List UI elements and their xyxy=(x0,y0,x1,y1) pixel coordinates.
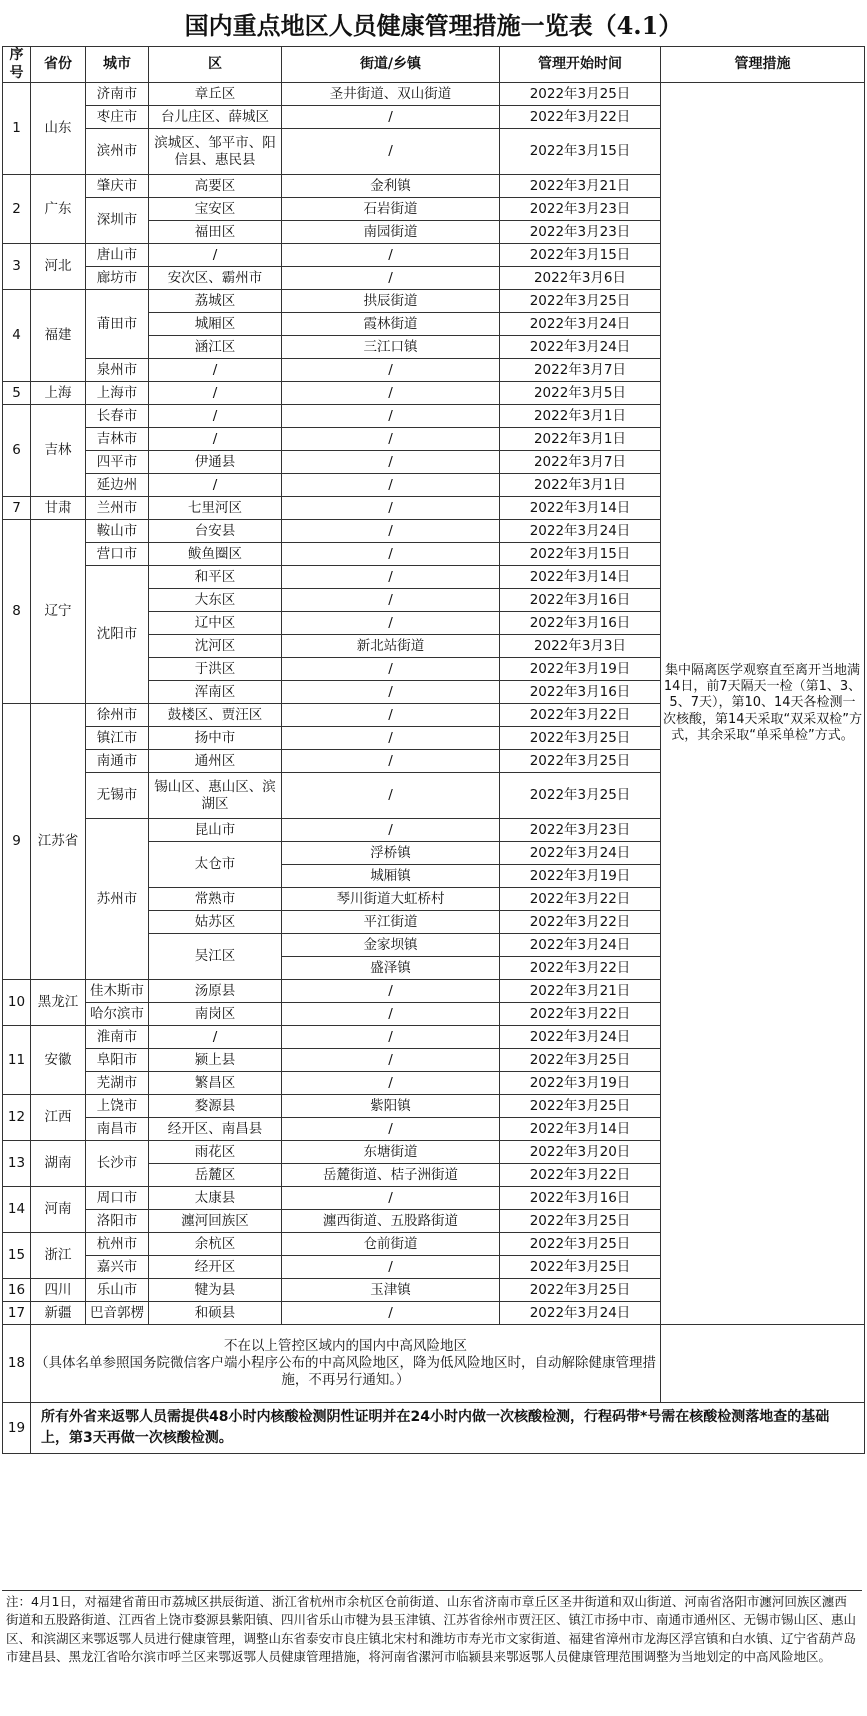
street-cell: 紫阳镇 xyxy=(282,1095,500,1118)
start-date-cell: 2022年3月24日 xyxy=(500,1302,661,1325)
col-header-measure: 管理措施 xyxy=(661,47,865,83)
street-cell: 圣井街道、双山街道 xyxy=(282,83,500,106)
street-cell: / xyxy=(282,773,500,819)
start-date-cell: 2022年3月22日 xyxy=(500,888,661,911)
district-cell: 高要区 xyxy=(149,175,282,198)
health-management-table xyxy=(2,46,865,1454)
city-cell: 廊坊市 xyxy=(86,267,149,290)
city-cell: 兰州市 xyxy=(86,497,149,520)
row-number: 5 xyxy=(3,382,31,405)
row-number: 10 xyxy=(3,980,31,1026)
street-cell: / xyxy=(282,267,500,290)
district-cell: 鲅鱼圈区 xyxy=(149,543,282,566)
other-risk-detail: （具体名单参照国务院微信客户端小程序公布的中高风险地区，降为低风险地区时，自动解除健康管理措施，不再另行通知。） xyxy=(35,1355,656,1388)
col-header-city: 城市 xyxy=(86,47,149,83)
start-date-cell: 2022年3月22日 xyxy=(500,1164,661,1187)
district-cell: / xyxy=(149,405,282,428)
city-cell: 芜湖市 xyxy=(86,1072,149,1095)
province-cell: 浙江 xyxy=(31,1233,86,1279)
district-cell: 经开区 xyxy=(149,1256,282,1279)
street-cell: / xyxy=(282,980,500,1003)
start-date-cell: 2022年3月7日 xyxy=(500,359,661,382)
measure-cell-empty xyxy=(661,1325,865,1403)
row-number: 6 xyxy=(3,405,31,497)
city-cell: 唐山市 xyxy=(86,244,149,267)
street-cell: 仓前街道 xyxy=(282,1233,500,1256)
city-cell: 佳木斯市 xyxy=(86,980,149,1003)
street-cell: / xyxy=(282,819,500,842)
start-date-cell: 2022年3月21日 xyxy=(500,175,661,198)
start-date-cell: 2022年3月25日 xyxy=(500,727,661,750)
city-cell: 长春市 xyxy=(86,405,149,428)
province-cell: 黑龙江 xyxy=(31,980,86,1026)
start-date-cell: 2022年3月19日 xyxy=(500,1072,661,1095)
row-number: 13 xyxy=(3,1141,31,1187)
district-cell: 安次区、霸州市 xyxy=(149,267,282,290)
province-cell: 甘肃 xyxy=(31,497,86,520)
row-number: 15 xyxy=(3,1233,31,1279)
start-date-cell: 2022年3月19日 xyxy=(500,865,661,888)
district-cell: 辽中区 xyxy=(149,612,282,635)
street-cell: / xyxy=(282,658,500,681)
row-number: 12 xyxy=(3,1095,31,1141)
street-cell: / xyxy=(282,1049,500,1072)
province-cell: 湖南 xyxy=(31,1141,86,1187)
province-cell: 福建 xyxy=(31,290,86,382)
street-cell: 平江街道 xyxy=(282,911,500,934)
district-cell: / xyxy=(149,428,282,451)
street-cell: / xyxy=(282,543,500,566)
footnote: 注：4月1日，对福建省莆田市荔城区拱辰街道、浙江省杭州市余杭区仓前街道、山东省济南市章丘区圣井街道和双山街道、河南省洛阳市瀍河回族区瀍西街道和五股路街道、江西省上饶市婺源县紫阳镇、四川省乐山市犍为县玉津镇、江苏省徐州市贾汪区、镇江市扬中市、南通市通州区、无锡市锡山区、惠山区、和滨湖区来鄂返鄂人员进行健康管理，调整山东省泰安市良庄镇北宋村和潍坊市寿光市文家街道、福建省漳州市龙海区浮宫镇和白水镇、辽宁省葫芦岛市建昌县、黑龙江省哈尔滨市呼兰区来鄂返鄂人员健康管理措施，将河南省漯河市临颍县来鄂返鄂人员健康管理范围调整为当地划定的中高风险地区。 xyxy=(2,1590,862,1668)
start-date-cell: 2022年3月22日 xyxy=(500,106,661,129)
col-header-province: 省份 xyxy=(31,47,86,83)
district-cell: 太仓市 xyxy=(149,842,282,888)
street-cell: / xyxy=(282,359,500,382)
city-cell: 莆田市 xyxy=(86,290,149,359)
start-date-cell: 2022年3月24日 xyxy=(500,336,661,359)
start-date-cell: 2022年3月22日 xyxy=(500,911,661,934)
city-cell: 滨州市 xyxy=(86,129,149,175)
street-cell: 新北站街道 xyxy=(282,635,500,658)
district-cell: 吴江区 xyxy=(149,934,282,980)
district-cell: 滨城区、邹平市、阳信县、惠民县 xyxy=(149,129,282,175)
city-cell: 枣庄市 xyxy=(86,106,149,129)
district-cell: 姑苏区 xyxy=(149,911,282,934)
start-date-cell: 2022年3月25日 xyxy=(500,1256,661,1279)
street-cell: / xyxy=(282,750,500,773)
row-number: 19 xyxy=(3,1403,31,1454)
street-cell: / xyxy=(282,520,500,543)
city-cell: 四平市 xyxy=(86,451,149,474)
street-cell: / xyxy=(282,106,500,129)
district-cell: 岳麓区 xyxy=(149,1164,282,1187)
city-cell: 哈尔滨市 xyxy=(86,1003,149,1026)
district-cell: 涵江区 xyxy=(149,336,282,359)
col-header-no: 序号 xyxy=(3,47,31,83)
start-date-cell: 2022年3月1日 xyxy=(500,474,661,497)
district-cell: / xyxy=(149,382,282,405)
start-date-cell: 2022年3月22日 xyxy=(500,957,661,980)
city-cell: 徐州市 xyxy=(86,704,149,727)
street-cell: / xyxy=(282,244,500,267)
street-cell: / xyxy=(282,727,500,750)
street-cell: 东塘街道 xyxy=(282,1141,500,1164)
district-cell: 婺源县 xyxy=(149,1095,282,1118)
city-cell: 鞍山市 xyxy=(86,520,149,543)
city-cell: 无锡市 xyxy=(86,773,149,819)
city-cell: 杭州市 xyxy=(86,1233,149,1256)
province-cell: 四川 xyxy=(31,1279,86,1302)
start-date-cell: 2022年3月25日 xyxy=(500,290,661,313)
city-cell: 营口市 xyxy=(86,543,149,566)
start-date-cell: 2022年3月15日 xyxy=(500,543,661,566)
city-cell: 阜阳市 xyxy=(86,1049,149,1072)
street-cell: / xyxy=(282,1072,500,1095)
start-date-cell: 2022年3月14日 xyxy=(500,497,661,520)
start-date-cell: 2022年3月24日 xyxy=(500,1026,661,1049)
row-number: 18 xyxy=(3,1325,31,1403)
district-cell: 常熟市 xyxy=(149,888,282,911)
street-cell: / xyxy=(282,451,500,474)
district-cell: / xyxy=(149,244,282,267)
district-cell: 犍为县 xyxy=(149,1279,282,1302)
street-cell: 金利镇 xyxy=(282,175,500,198)
street-cell: / xyxy=(282,1256,500,1279)
start-date-cell: 2022年3月15日 xyxy=(500,244,661,267)
start-date-cell: 2022年3月25日 xyxy=(500,83,661,106)
start-date-cell: 2022年3月14日 xyxy=(500,566,661,589)
street-cell: / xyxy=(282,704,500,727)
other-risk-title: 不在以上管控区域内的国内中高风险地区 xyxy=(224,1338,467,1355)
start-date-cell: 2022年3月25日 xyxy=(500,1233,661,1256)
street-cell: 拱辰街道 xyxy=(282,290,500,313)
row-number: 17 xyxy=(3,1302,31,1325)
table-row xyxy=(3,83,865,106)
start-date-cell: 2022年3月21日 xyxy=(500,980,661,1003)
city-cell: 延边州 xyxy=(86,474,149,497)
city-cell: 上饶市 xyxy=(86,1095,149,1118)
start-date-cell: 2022年3月25日 xyxy=(500,1095,661,1118)
row-number: 14 xyxy=(3,1187,31,1233)
district-cell: 城厢区 xyxy=(149,313,282,336)
province-cell: 广东 xyxy=(31,175,86,244)
street-cell: 南园街道 xyxy=(282,221,500,244)
city-cell: 苏州市 xyxy=(86,819,149,980)
city-cell: 深圳市 xyxy=(86,198,149,244)
start-date-cell: 2022年3月25日 xyxy=(500,1279,661,1302)
start-date-cell: 2022年3月25日 xyxy=(500,773,661,819)
street-cell: / xyxy=(282,382,500,405)
header-row xyxy=(3,47,865,83)
district-cell: 昆山市 xyxy=(149,819,282,842)
start-date-cell: 2022年3月23日 xyxy=(500,221,661,244)
province-cell: 吉林 xyxy=(31,405,86,497)
street-cell: / xyxy=(282,681,500,704)
province-cell: 河南 xyxy=(31,1187,86,1233)
street-cell: 琴川街道大虹桥村 xyxy=(282,888,500,911)
street-cell: / xyxy=(282,589,500,612)
district-cell: 经开区、南昌县 xyxy=(149,1118,282,1141)
city-cell: 肇庆市 xyxy=(86,175,149,198)
district-cell: 雨花区 xyxy=(149,1141,282,1164)
district-cell: 大东区 xyxy=(149,589,282,612)
city-cell: 上海市 xyxy=(86,382,149,405)
start-date-cell: 2022年3月5日 xyxy=(500,382,661,405)
province-cell: 江西 xyxy=(31,1095,86,1141)
row-number: 1 xyxy=(3,83,31,175)
street-cell: 瀍西街道、五股路街道 xyxy=(282,1210,500,1233)
start-date-cell: 2022年3月24日 xyxy=(500,934,661,957)
start-date-cell: 2022年3月1日 xyxy=(500,428,661,451)
district-cell: 于洪区 xyxy=(149,658,282,681)
row-number: 2 xyxy=(3,175,31,244)
start-date-cell: 2022年3月7日 xyxy=(500,451,661,474)
district-cell: 瀍河回族区 xyxy=(149,1210,282,1233)
street-cell: 三江口镇 xyxy=(282,336,500,359)
district-cell: 颍上县 xyxy=(149,1049,282,1072)
start-date-cell: 2022年3月15日 xyxy=(500,129,661,175)
col-header-district: 区 xyxy=(149,47,282,83)
district-cell: 南岗区 xyxy=(149,1003,282,1026)
district-cell: 浑南区 xyxy=(149,681,282,704)
table-row xyxy=(3,1325,865,1403)
start-date-cell: 2022年3月16日 xyxy=(500,589,661,612)
row-number: 7 xyxy=(3,497,31,520)
other-risk-area-cell xyxy=(31,1325,661,1403)
district-cell: 荔城区 xyxy=(149,290,282,313)
city-cell: 周口市 xyxy=(86,1187,149,1210)
province-cell: 河北 xyxy=(31,244,86,290)
district-cell: 余杭区 xyxy=(149,1233,282,1256)
province-cell: 辽宁 xyxy=(31,520,86,704)
district-cell: 台儿庄区、薛城区 xyxy=(149,106,282,129)
city-cell: 南昌市 xyxy=(86,1118,149,1141)
province-cell: 江苏省 xyxy=(31,704,86,980)
street-cell: / xyxy=(282,1026,500,1049)
start-date-cell: 2022年3月24日 xyxy=(500,842,661,865)
start-date-cell: 2022年3月16日 xyxy=(500,681,661,704)
city-cell: 乐山市 xyxy=(86,1279,149,1302)
street-cell: / xyxy=(282,1003,500,1026)
street-cell: / xyxy=(282,405,500,428)
street-cell: / xyxy=(282,1187,500,1210)
start-date-cell: 2022年3月16日 xyxy=(500,1187,661,1210)
district-cell: / xyxy=(149,359,282,382)
street-cell: 霞林街道 xyxy=(282,313,500,336)
row-number: 3 xyxy=(3,244,31,290)
street-cell: / xyxy=(282,497,500,520)
street-cell: 城厢镇 xyxy=(282,865,500,888)
street-cell: / xyxy=(282,129,500,175)
start-date-cell: 2022年3月20日 xyxy=(500,1141,661,1164)
district-cell: 和硕县 xyxy=(149,1302,282,1325)
col-header-start-date: 管理开始时间 xyxy=(500,47,661,83)
district-cell: 通州区 xyxy=(149,750,282,773)
district-cell: / xyxy=(149,474,282,497)
street-cell: 石岩街道 xyxy=(282,198,500,221)
start-date-cell: 2022年3月24日 xyxy=(500,520,661,543)
district-cell: 鼓楼区、贾汪区 xyxy=(149,704,282,727)
start-date-cell: 2022年3月22日 xyxy=(500,1003,661,1026)
table-body xyxy=(3,83,865,1454)
district-cell: 伊通县 xyxy=(149,451,282,474)
page-title: 国内重点地区人员健康管理措施一览表（4.1） xyxy=(184,10,683,40)
city-cell: 济南市 xyxy=(86,83,149,106)
city-cell: 泉州市 xyxy=(86,359,149,382)
street-cell: 盛泽镇 xyxy=(282,957,500,980)
start-date-cell: 2022年3月25日 xyxy=(500,1210,661,1233)
col-header-street: 街道/乡镇 xyxy=(282,47,500,83)
city-cell: 镇江市 xyxy=(86,727,149,750)
start-date-cell: 2022年3月22日 xyxy=(500,704,661,727)
table-row xyxy=(3,1403,865,1454)
measure-cell: 集中隔离医学观察直至离开当地满14日，前7天隔天一检（第1、3、5、7天），第10、14天各检测一次核酸，第14天采取“双采双检”方式，其余采取“单采单检”方式。 xyxy=(661,83,865,1325)
street-cell: 浮桥镇 xyxy=(282,842,500,865)
city-cell: 洛阳市 xyxy=(86,1210,149,1233)
street-cell: / xyxy=(282,1302,500,1325)
start-date-cell: 2022年3月25日 xyxy=(500,750,661,773)
city-cell: 长沙市 xyxy=(86,1141,149,1187)
street-cell: 岳麓街道、桔子洲街道 xyxy=(282,1164,500,1187)
start-date-cell: 2022年3月16日 xyxy=(500,612,661,635)
street-cell: / xyxy=(282,474,500,497)
start-date-cell: 2022年3月14日 xyxy=(500,1118,661,1141)
district-cell: 扬中市 xyxy=(149,727,282,750)
row-number: 9 xyxy=(3,704,31,980)
district-cell: / xyxy=(149,1026,282,1049)
district-cell: 章丘区 xyxy=(149,83,282,106)
district-cell: 台安县 xyxy=(149,520,282,543)
street-cell: 金家坝镇 xyxy=(282,934,500,957)
street-cell: / xyxy=(282,612,500,635)
province-cell: 上海 xyxy=(31,382,86,405)
start-date-cell: 2022年3月25日 xyxy=(500,1049,661,1072)
district-cell: 七里河区 xyxy=(149,497,282,520)
city-cell: 嘉兴市 xyxy=(86,1256,149,1279)
start-date-cell: 2022年3月3日 xyxy=(500,635,661,658)
district-cell: 沈河区 xyxy=(149,635,282,658)
city-cell: 南通市 xyxy=(86,750,149,773)
district-cell: 太康县 xyxy=(149,1187,282,1210)
district-cell: 宝安区 xyxy=(149,198,282,221)
city-cell: 巴音郭楞 xyxy=(86,1302,149,1325)
city-cell: 沈阳市 xyxy=(86,566,149,704)
street-cell: / xyxy=(282,566,500,589)
start-date-cell: 2022年3月1日 xyxy=(500,405,661,428)
start-date-cell: 2022年3月23日 xyxy=(500,198,661,221)
district-cell: 锡山区、惠山区、滨湖区 xyxy=(149,773,282,819)
province-cell: 新疆 xyxy=(31,1302,86,1325)
street-cell: 玉津镇 xyxy=(282,1279,500,1302)
row-number: 8 xyxy=(3,520,31,704)
district-cell: 和平区 xyxy=(149,566,282,589)
start-date-cell: 2022年3月19日 xyxy=(500,658,661,681)
district-cell: 汤原县 xyxy=(149,980,282,1003)
province-cell: 安徽 xyxy=(31,1026,86,1095)
start-date-cell: 2022年3月6日 xyxy=(500,267,661,290)
city-cell: 淮南市 xyxy=(86,1026,149,1049)
province-cell: 山东 xyxy=(31,83,86,175)
street-cell: / xyxy=(282,428,500,451)
start-date-cell: 2022年3月23日 xyxy=(500,819,661,842)
district-cell: 繁昌区 xyxy=(149,1072,282,1095)
start-date-cell: 2022年3月24日 xyxy=(500,313,661,336)
row-number: 11 xyxy=(3,1026,31,1095)
district-cell: 福田区 xyxy=(149,221,282,244)
city-cell: 吉林市 xyxy=(86,428,149,451)
street-cell: / xyxy=(282,1118,500,1141)
row-number: 16 xyxy=(3,1279,31,1302)
test-requirement-cell: 所有外省来返鄂人员需提供48小时内核酸检测阴性证明并在24小时内做一次核酸检测，行程码带*号需在核酸检测落地查的基础上，第3天再做一次核酸检测。 xyxy=(31,1403,865,1454)
row-number: 4 xyxy=(3,290,31,382)
